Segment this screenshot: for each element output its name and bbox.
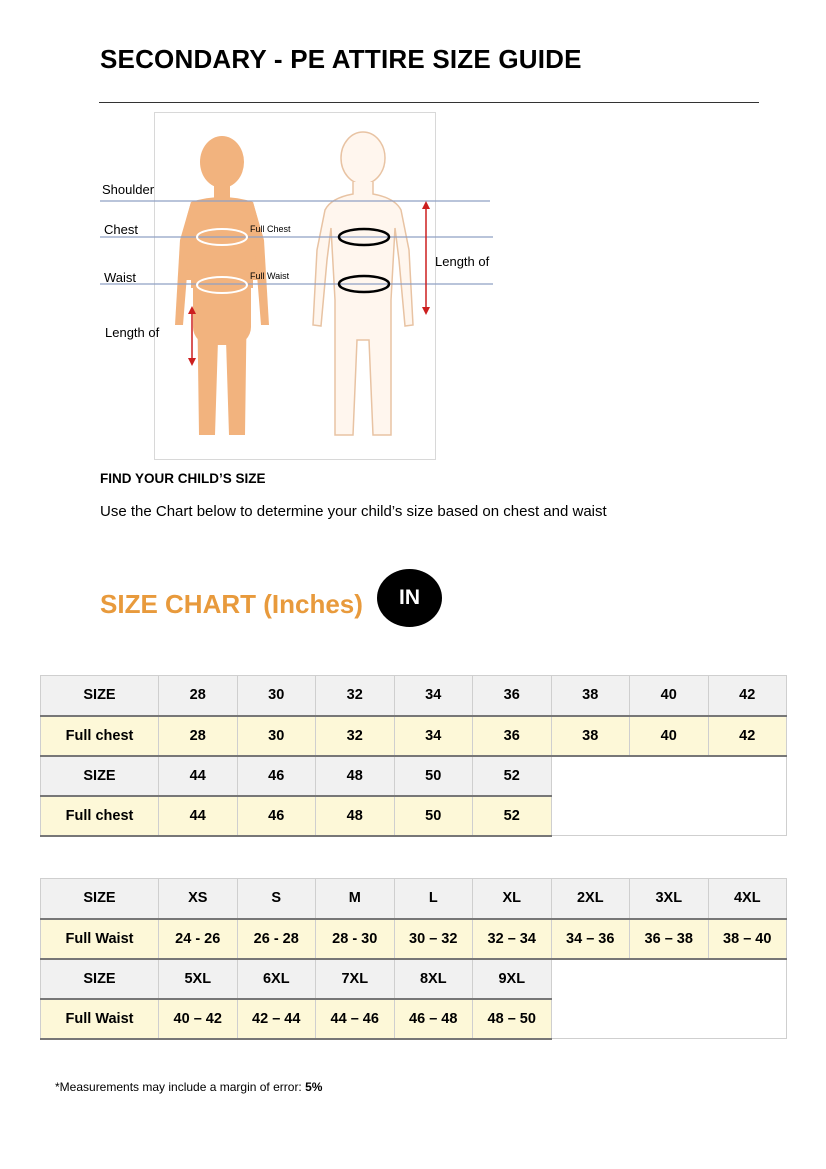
size-cell: M: [316, 879, 395, 919]
header-cell: Full Waist: [41, 999, 159, 1039]
margin-note-value: 5%: [305, 1080, 323, 1094]
size-cell: 46: [237, 756, 316, 796]
header-cell: SIZE: [41, 879, 159, 919]
measure-cell: 24 - 26: [159, 919, 238, 959]
measure-cell: 32 – 34: [473, 919, 552, 959]
size-cell: 9XL: [473, 959, 552, 999]
size-cell: S: [237, 879, 316, 919]
size-cell: 44: [159, 756, 238, 796]
size-cell: 7XL: [316, 959, 395, 999]
size-cell: 8XL: [394, 959, 473, 999]
size-cell: 3XL: [630, 879, 709, 919]
measure-cell: 26 - 28: [237, 919, 316, 959]
waist-size-table: [40, 878, 787, 1040]
measure-cell: 28: [159, 716, 238, 756]
find-size-description: Use the Chart below to determine your child’s size based on chest and waist: [100, 503, 607, 520]
empty-cell: [551, 959, 787, 1039]
header-cell: SIZE: [41, 676, 159, 716]
chest-size-table: [40, 675, 787, 837]
header-cell: Full chest: [41, 796, 159, 836]
measure-cell: 46 – 48: [394, 999, 473, 1039]
table-row: [41, 756, 787, 796]
header-cell: SIZE: [41, 756, 159, 796]
length-left-label: Length of: [105, 325, 160, 340]
size-cell: 6XL: [237, 959, 316, 999]
length-right-label: Length of: [435, 254, 490, 269]
empty-cell: [551, 756, 787, 836]
measure-cell: 48 – 50: [473, 999, 552, 1039]
unit-badge: IN: [377, 569, 442, 627]
length-arrow: [422, 201, 430, 315]
table-row: [41, 879, 787, 919]
measure-cell: 50: [394, 796, 473, 836]
size-cell: XL: [473, 879, 552, 919]
table-row: [41, 959, 787, 999]
measure-cell: 42: [708, 716, 787, 756]
measure-cell: 38 – 40: [708, 919, 787, 959]
page-title: SECONDARY - PE ATTIRE SIZE GUIDE: [100, 44, 582, 74]
measure-cell: 34 – 36: [551, 919, 630, 959]
find-size-heading: FIND YOUR CHILD’S SIZE: [100, 471, 266, 486]
size-cell: 28: [159, 676, 238, 716]
title-divider: [99, 102, 759, 103]
header-cell: SIZE: [41, 959, 159, 999]
measure-cell: 40: [630, 716, 709, 756]
measure-cell: 42 – 44: [237, 999, 316, 1039]
full-chest-label: Full Chest: [250, 224, 291, 234]
child-figure-front: [175, 136, 269, 435]
measure-cell: 44 – 46: [316, 999, 395, 1039]
measure-cell: 48: [316, 796, 395, 836]
measure-cell: 46: [237, 796, 316, 836]
size-cell: 30: [237, 676, 316, 716]
header-cell: Full chest: [41, 716, 159, 756]
header-cell: Full Waist: [41, 919, 159, 959]
size-cell: 52: [473, 756, 552, 796]
size-cell: 34: [394, 676, 473, 716]
size-cell: 38: [551, 676, 630, 716]
size-cell: 2XL: [551, 879, 630, 919]
measure-cell: 34: [394, 716, 473, 756]
size-cell: 4XL: [708, 879, 787, 919]
size-cell: 32: [316, 676, 395, 716]
size-cell: 5XL: [159, 959, 238, 999]
size-chart-title: SIZE CHART (Inches): [100, 589, 363, 619]
chest-label: Chest: [104, 222, 138, 237]
margin-note: [55, 1080, 322, 1094]
table-row: [41, 919, 787, 959]
margin-note-text: *Measurements may include a margin of error:: [55, 1080, 306, 1094]
measure-cell: 32: [316, 716, 395, 756]
measure-cell: 28 - 30: [316, 919, 395, 959]
size-cell: 50: [394, 756, 473, 796]
shoulder-label: Shoulder: [102, 182, 155, 197]
measurement-diagram: [95, 110, 505, 455]
measure-cell: 36 – 38: [630, 919, 709, 959]
full-waist-label: Full Waist: [250, 271, 290, 281]
measure-cell: 44: [159, 796, 238, 836]
measure-cell: 36: [473, 716, 552, 756]
size-cell: 42: [708, 676, 787, 716]
size-cell: 40: [630, 676, 709, 716]
measure-cell: 30: [237, 716, 316, 756]
size-cell: XS: [159, 879, 238, 919]
measure-cell: 40 – 42: [159, 999, 238, 1039]
size-cell: L: [394, 879, 473, 919]
table-row: [41, 716, 787, 756]
size-cell: 36: [473, 676, 552, 716]
measure-cell: 38: [551, 716, 630, 756]
table-row: [41, 676, 787, 716]
size-cell: 48: [316, 756, 395, 796]
waist-label: Waist: [104, 270, 137, 285]
measure-cell: 30 – 32: [394, 919, 473, 959]
measure-cell: 52: [473, 796, 552, 836]
